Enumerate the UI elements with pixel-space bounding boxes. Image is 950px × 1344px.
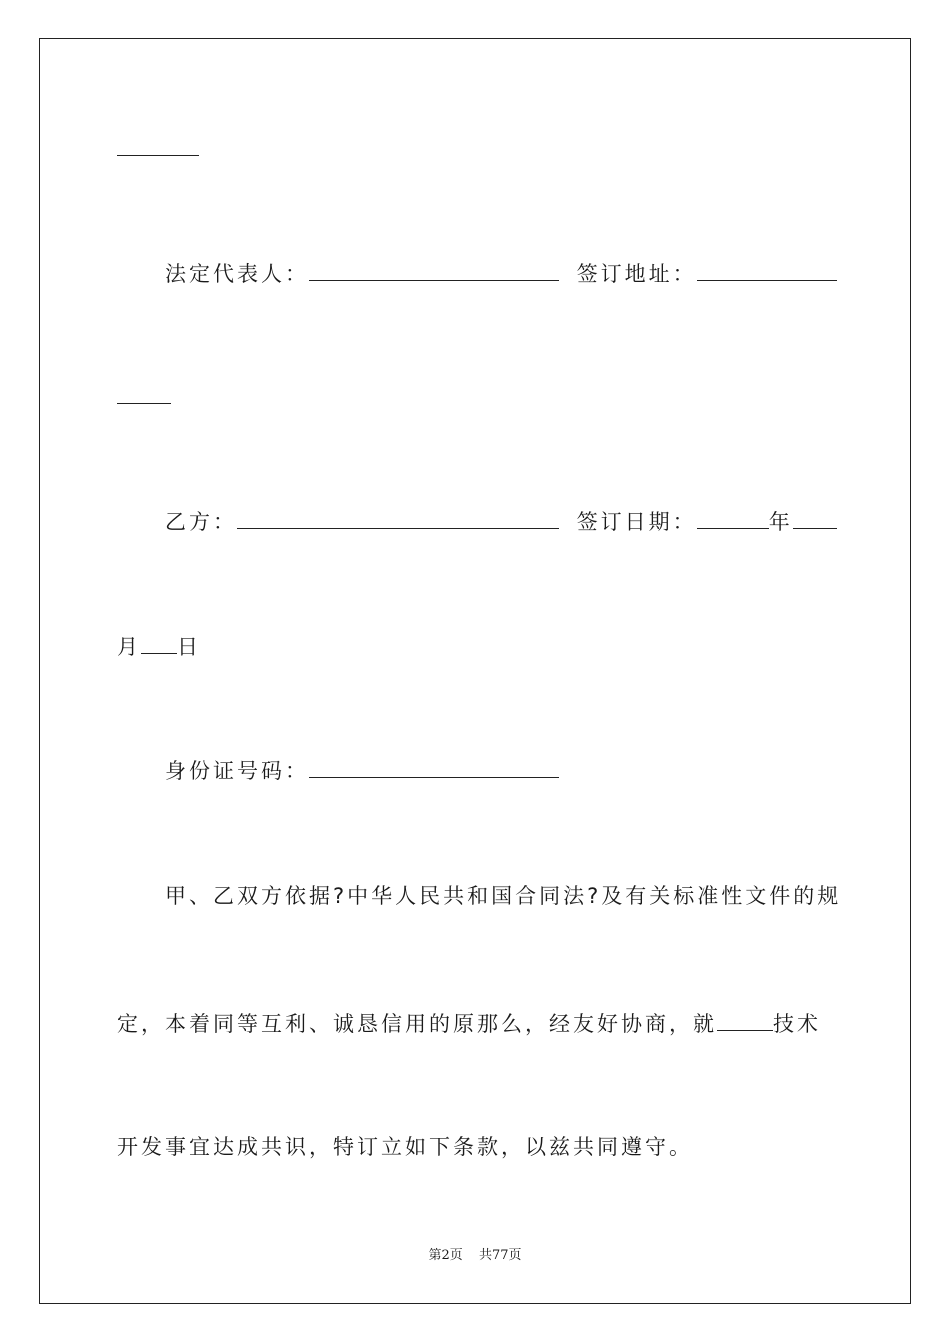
id-label: 身份证号码： [165,759,309,783]
month-blank-1[interactable] [793,508,837,529]
rep-address-line [165,260,837,288]
id-blank[interactable] [309,757,559,778]
paragraph-line-2-text: 定，本着同等互利、诚恳信用的原那么，经友好协商，就 [117,1012,717,1036]
month-label: 月 [117,635,141,659]
page-number: 第2页 [428,1248,463,1263]
party-b-date-line [165,508,837,536]
sign-address-blank[interactable] [697,260,837,281]
rep-label: 法定代表人： [165,262,309,286]
year-blank[interactable] [697,508,769,529]
continuation-blank-1 [117,135,199,163]
rep-blank[interactable] [309,260,559,281]
total-pages: 共77页 [478,1248,522,1263]
paragraph-line-2-tail: 技术 [773,1012,821,1036]
page-footer [0,1247,950,1265]
paragraph-line-2 [117,1010,821,1038]
paragraph-line-1: 甲、乙双方依据?中华人民共和国合同法?及有关标准性文件的规 [165,884,842,908]
year-label: 年 [768,510,793,534]
month-day-line [117,633,201,661]
sign-date-label: 签订日期： [576,510,697,534]
day-blank[interactable] [141,633,177,654]
id-line [165,757,559,785]
page-frame [39,38,911,1304]
party-b-blank[interactable] [237,508,559,529]
party-b-label: 乙方： [165,510,237,534]
sign-address-label: 签订地址： [576,262,697,286]
continuation-blank-2 [117,383,171,411]
day-label: 日 [177,635,201,659]
tech-blank[interactable] [717,1010,773,1031]
paragraph-line-3: 开发事宜达成共识，特订立如下条款，以兹共同遵守。 [117,1135,693,1159]
